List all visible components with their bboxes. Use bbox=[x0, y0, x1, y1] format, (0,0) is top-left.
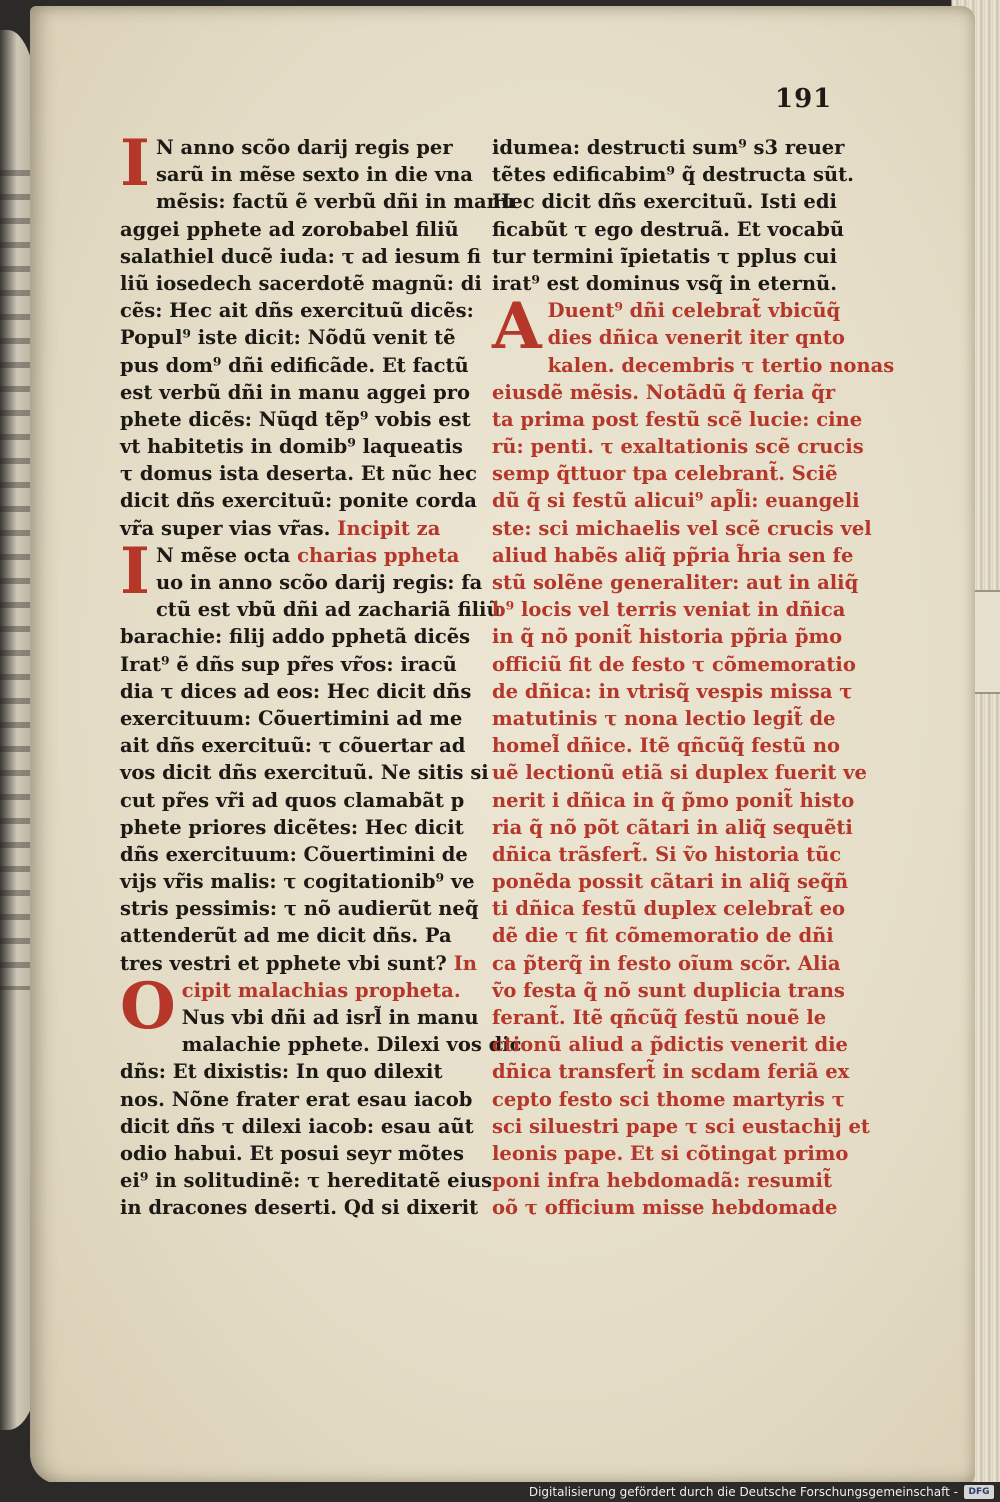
text-line bbox=[120, 705, 480, 732]
line-text: ste: sci michaelis vel scẽ crucis vel bbox=[492, 516, 872, 540]
text-line bbox=[492, 161, 852, 188]
line-text: sci siluestri pape τ sci eustachij et bbox=[492, 1114, 870, 1138]
text-line bbox=[492, 950, 852, 977]
line-text: vijs vr̃is malis: τ cogitationib⁹ ve bbox=[120, 870, 475, 894]
line-text: oõ τ officium misse hebdomade bbox=[492, 1196, 838, 1220]
text-line bbox=[492, 1140, 852, 1167]
text-line bbox=[120, 623, 480, 650]
text-line bbox=[120, 161, 480, 188]
line-text: phete priores dicẽtes: Hec dicit bbox=[120, 815, 464, 839]
text-line bbox=[120, 487, 480, 514]
text-line bbox=[492, 759, 867, 786]
line-text: Nus vbi dñi ad isrl̃ in manu bbox=[181, 1006, 479, 1029]
line-text: officiũ fit de festo τ cõmemoratio bbox=[492, 652, 856, 676]
initial-letter: O bbox=[120, 968, 176, 1044]
text-line bbox=[492, 1086, 852, 1113]
line-text: ria q̃ nõ põt cãtari in aliq̃ sequẽti bbox=[492, 815, 853, 839]
line-text: cipit malachias propheta. bbox=[181, 978, 461, 1002]
text-line bbox=[492, 651, 856, 678]
line-text: in q̃ nõ ponit̃ historia pp̃ria p̃mo bbox=[492, 625, 843, 649]
line-text: ca p̃terq̃ in festo oĩum scõr. Alia bbox=[492, 951, 841, 975]
text-line bbox=[492, 406, 863, 433]
text-line bbox=[492, 895, 852, 922]
text-line bbox=[492, 1113, 870, 1140]
text-line bbox=[492, 379, 852, 406]
text-line bbox=[492, 134, 852, 161]
initial-letter: I bbox=[120, 126, 150, 201]
line-text: liũ iosedech sacerdotẽ magnũ: di bbox=[120, 271, 482, 295]
text-line bbox=[120, 1058, 480, 1085]
line-text: Duent⁹ dñi celebrat̃ vbicũq̃ bbox=[547, 299, 841, 323]
line-text: ei⁹ in solitudinẽ: τ hereditatẽ eius bbox=[120, 1169, 493, 1193]
text-line bbox=[120, 841, 480, 868]
text-line bbox=[492, 868, 852, 895]
line-text: ficabũt τ ego destruã. Et vocabũ bbox=[492, 217, 845, 241]
text-line bbox=[120, 596, 501, 623]
line-text: idumea: destructi sum⁹ s3 reuer bbox=[492, 136, 845, 159]
text-line bbox=[492, 216, 852, 243]
text-line bbox=[120, 1140, 480, 1167]
line-text: stris pessimis: τ nõ audierũt neq̃ bbox=[120, 897, 479, 921]
text-line bbox=[120, 216, 480, 243]
line-text: in dracones deserti. Qd si dixerit bbox=[120, 1196, 479, 1220]
line-text: rũ: penti. τ exaltationis scẽ crucis bbox=[492, 435, 864, 459]
line-text: semp q̃ttuor tpa celebrant̃. Sciẽ bbox=[492, 462, 838, 486]
right-text-column bbox=[492, 134, 895, 1222]
line-text: dñs: Et dixistis: In quo dilexit bbox=[120, 1060, 443, 1084]
footer-credit: Digitalisierung gefördert durch die Deutsche Forschungsgemeinschaft - bbox=[528, 1485, 958, 1499]
text-line bbox=[492, 542, 852, 569]
line-text: uo in anno scõo darij regis: fa bbox=[155, 571, 483, 594]
line-text: aliud habẽs aliq̃ pp̃ria h̃ria sen fe bbox=[492, 543, 854, 567]
line-text: tẽtes edificabim⁹ q̃ destructa sũt. bbox=[492, 163, 854, 187]
book-page bbox=[30, 6, 975, 1484]
line-text: ait dñs exercituũ: τ cõuertar ad bbox=[120, 734, 466, 758]
line-text: Popul⁹ iste dicit: Nõdũ venit tẽ bbox=[120, 326, 456, 350]
text-line bbox=[120, 324, 480, 351]
text-line bbox=[492, 460, 852, 487]
text-line bbox=[120, 1086, 480, 1113]
text-line bbox=[120, 243, 480, 270]
line-text: dũ q̃ si festũ alicui⁹ apl̃i: euangeli bbox=[492, 489, 860, 513]
line-text: eiusdẽ mẽsis. Notãdũ q̃ feria q̃r bbox=[492, 380, 836, 404]
initial-letter: I bbox=[120, 533, 150, 609]
text-line bbox=[120, 188, 516, 215]
text-line bbox=[492, 977, 852, 1004]
line-text: attenderũt ad me dicit dñs. Pa bbox=[120, 924, 452, 948]
rubric-text: Incipit za bbox=[330, 516, 441, 540]
text-line bbox=[120, 352, 480, 379]
line-text: cẽs: Hec ait dñs exercituũ dicẽs: bbox=[120, 299, 474, 323]
text-line bbox=[492, 732, 852, 759]
line-text: dies dñica venerit iter qnto bbox=[547, 326, 845, 350]
line-text: cut pr̃es vr̃i ad quos clamabãt p bbox=[120, 788, 465, 812]
line-text: dñs exercituum: Cõuertimini de bbox=[120, 842, 468, 866]
text-line bbox=[492, 705, 852, 732]
line-text: b⁹ locis vel terris veniat in dñica bbox=[492, 598, 846, 622]
text-line bbox=[492, 188, 852, 215]
text-line bbox=[492, 1058, 852, 1085]
line-text: tur termini ĩpietatis τ pplus cui bbox=[492, 244, 838, 268]
line-text: dicit dñs exercituũ: ponite corda bbox=[120, 489, 477, 513]
line-text: odio habui. Et posui seyr mõtes bbox=[120, 1141, 464, 1165]
line-text: dñica trãsfert̃. Si ṽo historia tũc bbox=[492, 842, 842, 866]
text-line bbox=[492, 515, 872, 542]
line-text: exercituum: Cõuertimini ad me bbox=[120, 706, 463, 730]
text-line bbox=[492, 1004, 852, 1031]
line-text: ponẽda possit cãtari in aliq̃ seq̃ñ bbox=[492, 870, 849, 894]
line-text: phete dicẽs: Nũqd tẽp⁹ vobis est bbox=[120, 407, 471, 431]
line-text: nos. Nõne frater erat esau iacob bbox=[120, 1087, 473, 1111]
text-line bbox=[492, 433, 864, 460]
line-text: Irat⁹ ẽ dñs sup pr̃es vr̃os: iracũ bbox=[120, 652, 457, 676]
line-text: ṽo festa q̃ nõ sunt duplicia trans bbox=[492, 978, 845, 1002]
line-text: vt habitetis in domib⁹ laqueatis bbox=[120, 435, 463, 459]
line-text: Hec dicit dñs exercituũ. Isti edi bbox=[492, 190, 837, 214]
line-text: pus dom⁹ dñi edificãde. Et factũ bbox=[120, 353, 469, 377]
text-line bbox=[120, 1113, 480, 1140]
text-line bbox=[120, 1194, 480, 1221]
text-line bbox=[492, 787, 855, 814]
adjacent-page-text bbox=[0, 170, 34, 990]
text-line bbox=[120, 678, 480, 705]
rubric-text: charias ppheta bbox=[290, 543, 460, 567]
text-line bbox=[492, 623, 852, 650]
line-text: malachie pphete. Dilexi vos dic bbox=[181, 1033, 522, 1057]
dfg-logo: DFG bbox=[964, 1485, 994, 1499]
line-text: ctionũ aliud a p̃dictis venerit die bbox=[492, 1033, 848, 1057]
rubric-text: In bbox=[446, 951, 477, 975]
line-text: matutinis τ nona lectio legit̃ de bbox=[492, 706, 836, 730]
folio-number: 191 bbox=[775, 84, 833, 114]
text-line bbox=[120, 569, 483, 596]
text-line bbox=[120, 759, 489, 786]
line-text: sarũ in mẽse sexto in die vna bbox=[155, 163, 473, 187]
line-text: vr̃a super vias vr̃as. bbox=[120, 516, 331, 540]
text-line bbox=[120, 379, 480, 406]
text-line bbox=[120, 732, 480, 759]
line-text: ferant̃. Itẽ qñcũq̃ festũ nouẽ le bbox=[492, 1006, 827, 1029]
line-text: tres vestri et pphete vbi sunt? bbox=[120, 951, 447, 975]
line-text: vos dicit dñs exercituũ. Ne sitis si bbox=[120, 761, 489, 785]
line-text: stũ solẽne generaliter: aut in aliq̃ bbox=[492, 571, 859, 594]
line-text: kalen. decembris τ tertio nonas bbox=[547, 353, 895, 377]
text-line bbox=[492, 324, 852, 351]
text-line bbox=[492, 1031, 852, 1058]
line-text: irat⁹ est dominus vsq̃ in eternũ. bbox=[492, 271, 837, 295]
footer-bar bbox=[0, 1482, 1000, 1502]
line-text: est verbũ dñi in manu aggei pro bbox=[120, 380, 471, 404]
line-text: cepto festo sci thome martyris τ bbox=[492, 1087, 845, 1111]
line-text: τ domus ista deserta. Et nũc hec bbox=[120, 462, 477, 486]
text-line bbox=[120, 895, 480, 922]
line-text: N anno scõo darij regis per bbox=[155, 136, 453, 159]
text-line bbox=[492, 352, 895, 379]
line-text: leonis pape. Et si cõtingat primo bbox=[492, 1141, 849, 1165]
text-line bbox=[120, 297, 480, 324]
line-text: dicit dñs τ dilexi iacob: esau aũt bbox=[120, 1114, 474, 1138]
line-text: aggei pphete ad zorobabel filiũ bbox=[120, 217, 459, 241]
text-line bbox=[492, 270, 852, 297]
left-text-column bbox=[120, 126, 522, 1222]
line-text: ti dñica festũ duplex celebrat̃ eo bbox=[492, 897, 845, 921]
text-line bbox=[492, 1194, 852, 1221]
text-line bbox=[120, 922, 480, 949]
line-text: dñica transfert̃ in scdam feriã ex bbox=[492, 1060, 850, 1084]
line-text: homel̃ dñice. Itẽ qñcũq̃ festũ no bbox=[492, 734, 841, 758]
line-text: ta prima post festũ scẽ lucie: cine bbox=[492, 407, 863, 431]
line-text: poni infra hebdomadã: resumit̃ bbox=[492, 1169, 832, 1193]
text-line bbox=[120, 868, 480, 895]
text-line bbox=[492, 814, 852, 841]
line-text: dẽ die τ fit cõmemoratio de dñi bbox=[492, 924, 834, 948]
line-text: dia τ dices ad eos: Hec dicit dñs bbox=[120, 679, 472, 703]
text-line bbox=[120, 814, 480, 841]
text-line bbox=[492, 596, 852, 623]
line-text: uẽ lectionũ etiã si duplex fuerit ve bbox=[492, 761, 867, 785]
line-text: barachie: filij addo pphetã dicẽs bbox=[120, 625, 471, 649]
text-line bbox=[492, 841, 852, 868]
initial-letter: A bbox=[492, 289, 542, 365]
line-text: N mẽse octa bbox=[155, 543, 291, 567]
text-line bbox=[120, 433, 480, 460]
line-text: salathiel ducẽ iuda: τ ad iesum fi bbox=[120, 244, 482, 268]
text-line bbox=[120, 460, 480, 487]
line-text: de dñica: in vtrisq̃ vespis missa τ bbox=[492, 679, 853, 703]
text-line bbox=[492, 569, 859, 596]
text-line bbox=[492, 678, 852, 705]
line-text: mẽsis: factũ ẽ verbũ dñi in manu bbox=[155, 190, 516, 214]
text-line bbox=[492, 922, 852, 949]
text-line bbox=[120, 787, 480, 814]
text-line bbox=[120, 651, 480, 678]
text-line bbox=[492, 1167, 852, 1194]
text-line bbox=[120, 515, 480, 542]
text-line bbox=[120, 1167, 493, 1194]
text-line bbox=[120, 406, 480, 433]
text-line bbox=[120, 270, 480, 297]
text-line bbox=[492, 487, 860, 514]
text-line bbox=[120, 950, 480, 977]
text-line bbox=[492, 243, 852, 270]
line-text: nerit i dñica in q̃ p̃mo ponit̃ histo bbox=[492, 788, 855, 812]
line-text: ctũ est vbũ dñi ad zachariã filiũ bbox=[155, 598, 501, 622]
